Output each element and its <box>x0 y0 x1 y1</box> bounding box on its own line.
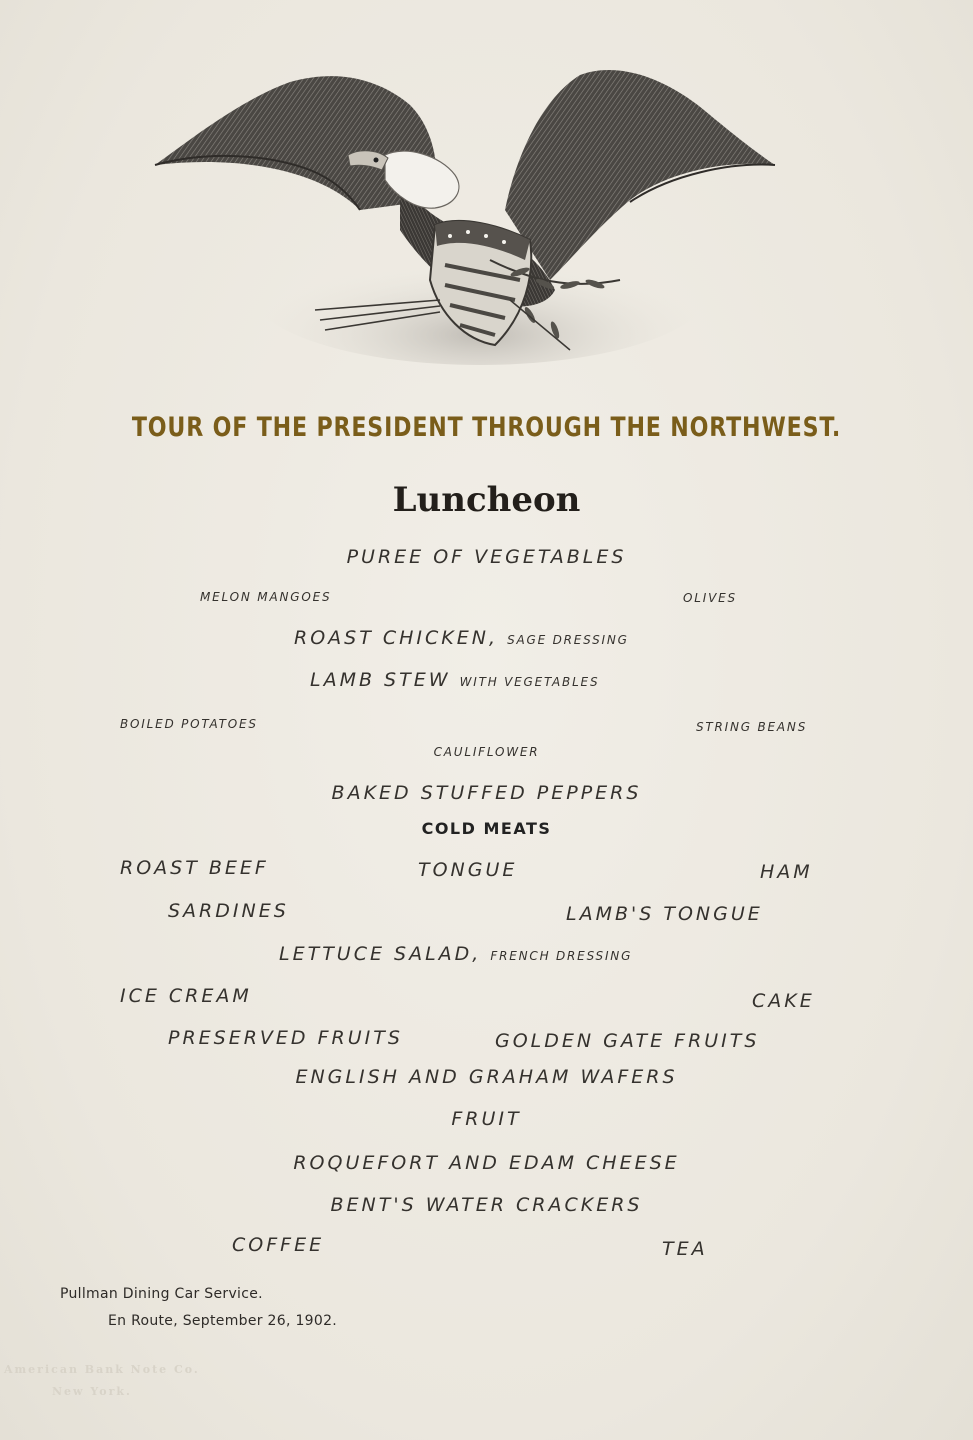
menu-item-cake: CAKE <box>752 990 815 1012</box>
menu-section-cold-meats: COLD MEATS <box>421 819 552 838</box>
menu-item-preserved-fruits: PRESERVED FRUITS <box>168 1027 403 1049</box>
printer-imprint-line2: New York. <box>52 1385 132 1398</box>
menu-item-crackers: BENT'S WATER CRACKERS <box>330 1194 643 1216</box>
eagle-with-shield-icon <box>150 60 780 370</box>
menu-item-potatoes: BOILED POTATOES <box>120 717 258 731</box>
menu-item-lamb-stew-side: WITH VEGETABLES <box>459 675 600 689</box>
menu-item-chicken-main: ROAST CHICKEN, <box>294 627 499 649</box>
menu-item-salad <box>279 943 632 965</box>
menu-item-lamb-stew-main: LAMB STEW <box>310 669 451 691</box>
menu-item-chicken-side: SAGE DRESSING <box>507 633 629 647</box>
footer-service: Pullman Dining Car Service. <box>60 1286 263 1302</box>
menu-item-ham: HAM <box>760 861 813 883</box>
menu-item-lamb-stew <box>310 669 599 691</box>
menu-item-salad-main: LETTUCE SALAD, <box>279 943 482 965</box>
menu-item-cauliflower: CAULIFLOWER <box>433 745 540 759</box>
menu-item-beans: STRING BEANS <box>696 720 808 734</box>
menu-item-chicken <box>294 627 629 649</box>
menu-item-sardines: SARDINES <box>168 900 289 922</box>
menu-item-peppers: BAKED STUFFED PEPPERS <box>331 782 642 804</box>
menu-item-golden-gate-fruits: GOLDEN GATE FRUITS <box>495 1030 760 1052</box>
menu-item-wafers: ENGLISH AND GRAHAM WAFERS <box>295 1066 678 1088</box>
printer-imprint-line1: American Bank Note Co. <box>4 1363 200 1376</box>
menu-item-tongue: TONGUE <box>418 859 518 881</box>
menu-item-lambs-tongue: LAMB'S TONGUE <box>566 903 763 925</box>
meal-heading: Luncheon <box>392 480 581 520</box>
menu-item-salad-side: FRENCH DRESSING <box>490 949 633 963</box>
menu-item-melon: MELON MANGOES <box>200 590 332 604</box>
menu-item-roast-beef: ROAST BEEF <box>120 857 269 879</box>
menu-item-tea: TEA <box>662 1238 708 1260</box>
menu-item-fruit: FRUIT <box>451 1108 522 1130</box>
menu-item-olives: OLIVES <box>683 591 737 605</box>
menu-item-cheese: ROQUEFORT AND EDAM CHEESE <box>293 1152 680 1174</box>
menu-item-ice-cream: ICE CREAM <box>120 985 252 1007</box>
menu-item-puree: PUREE OF VEGETABLES <box>346 546 627 568</box>
menu-title: TOUR OF THE PRESIDENT THROUGH THE NORTHWEST. <box>131 412 842 443</box>
footer-route: En Route, September 26, 1902. <box>108 1313 338 1329</box>
menu-item-coffee: COFFEE <box>232 1234 325 1256</box>
